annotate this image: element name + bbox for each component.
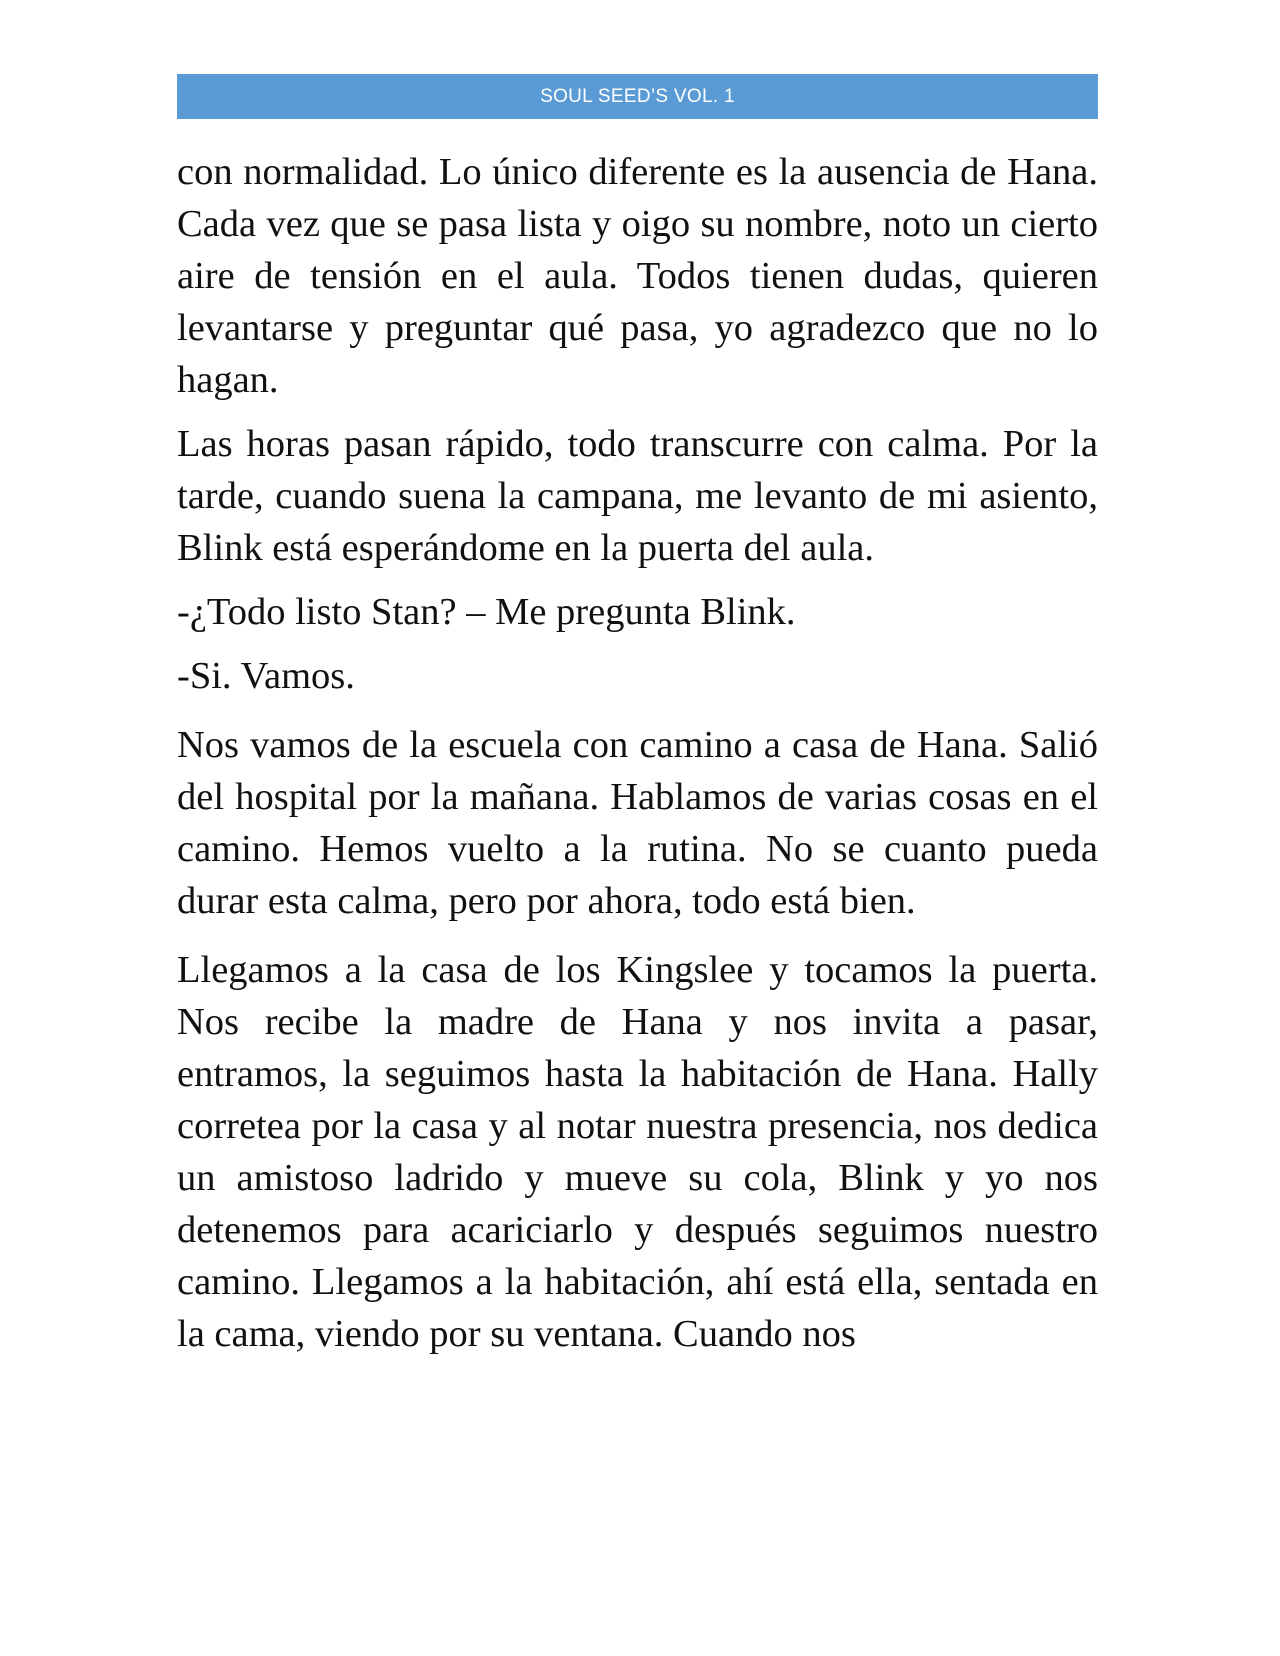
paragraph: Nos vamos de la escuela con camino a casa de Hana. Salió del hospital por la mañana. Hablamos de varias cosas en el camino. Hemos vuelto a la rutina. No se cuanto pueda durar esta calma, pero por ahora, todo está bien. bbox=[177, 724, 1098, 922]
dialogue-line: -¿Todo listo Stan? – Me pregunta Blink. bbox=[177, 591, 796, 633]
paragraph: con normalidad. Lo único diferente es la ausencia de Hana. Cada vez que se pasa lista y oigo su nombre, noto un cierto aire de tensión en el aula. Todos tienen dudas, quieren levantarse y preguntar qué pasa, yo agradezco que no lo hagan. bbox=[177, 151, 1098, 401]
paragraph: Las horas pasan rápido, todo transcurre con calma. Por la tarde, cuando suena la campana, me levanto de mi asiento, Blink está esperándome en la puerta del aula. bbox=[177, 423, 1098, 569]
paragraph: Llegamos a la casa de los Kingslee y tocamos la puerta. Nos recibe la madre de Hana y nos invita a pasar, entramos, la seguimos hasta la habitación de Hana. Hally corretea por la casa y al notar nuestra presencia, nos dedica un amistoso ladrido y mueve su cola, Blink y yo nos detenemos para acariciarlo y después seguimos nuestro camino. Llegamos a la habitación, ahí está ella, sentada en la cama, viendo por su ventana. Cuando nos bbox=[177, 949, 1098, 1355]
body-text bbox=[177, 146, 1098, 1360]
running-header bbox=[177, 74, 1098, 119]
header-title: SOUL SEED’S VOL. 1 bbox=[540, 85, 735, 107]
dialogue-line: -Si. Vamos. bbox=[177, 655, 355, 697]
